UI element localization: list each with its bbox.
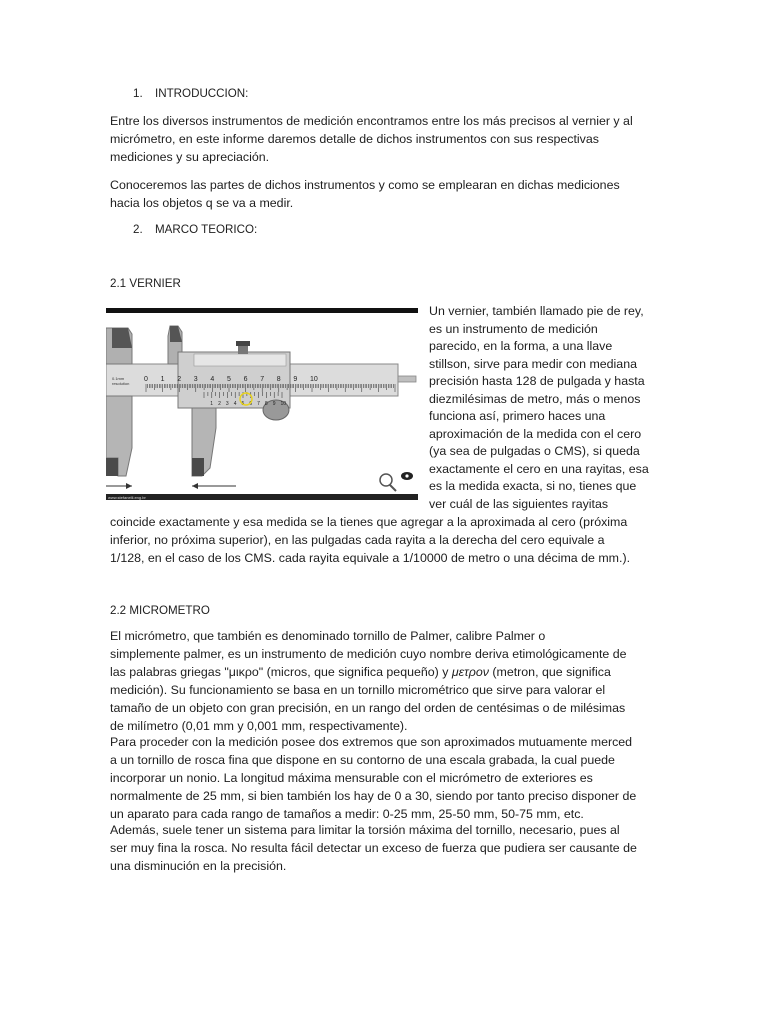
text-line: tamaño de un objeto con gran precisión, en un rango del orden de centésimas o de milésimas [110, 701, 626, 715]
text-line: exactamente el cero en una rayitas, esa [429, 461, 649, 476]
text-line: hacia los objetos q se va a medir. [110, 196, 294, 210]
section-number: 1. [133, 87, 143, 100]
text-line: Conoceremos las partes de dichos instrumentos y como se emplearan en dichas mediciones [110, 178, 620, 192]
text-line: El micrómetro, que también es denominado tornillo de Palmer, calibre Palmer o [110, 629, 546, 643]
text-line: es un instrumento de medición [429, 321, 598, 336]
text-line: aproximación de la medida con el cero [429, 426, 642, 441]
vernier-number: 5 [241, 401, 245, 407]
vernier-description-full [110, 513, 658, 567]
text-line: simplemente palmer, es un instrumento de medición cuyo nombre deriva etimológicamente de [110, 647, 627, 661]
text-line: diezmilésimas de metro, más o menos [429, 391, 641, 406]
text-line: Además, suele tener un sistema para limitar la torsión máxima del tornillo, necesario, pues al [110, 823, 620, 837]
scale-number: 2 [177, 376, 182, 383]
text-line: 1/128, en el caso de los CMS. cada rayita equivale a 1/10000 de metro o una décima de mm.). [110, 551, 631, 565]
text-line: medición). Su funcionamiento se basa en un tornillo micrométrico que sirve para valorar el [110, 683, 606, 697]
section-heading-marco [133, 222, 257, 238]
micrometro-paragraph-1 [110, 627, 658, 735]
eye-icon [401, 472, 413, 480]
text-line: ser muy fina la rosca. No resulta fácil detectar un exceso de fuerza que pudiera ser causante de [110, 841, 637, 855]
greek-word: μετρον [451, 665, 489, 679]
text-line: es la medida exacta, si no, tienes que [429, 479, 637, 493]
subsection-heading-vernier: 2.1 VERNIER [110, 277, 181, 290]
scale-number: 5 [227, 376, 231, 383]
text-line: (ya sea de pulgadas o CMS), si queda [429, 444, 640, 458]
image-footer-text: www.stefanelli.eng.br [108, 495, 146, 500]
scale-number: 6 [243, 376, 248, 383]
vernier-number: 4 [233, 401, 237, 407]
micrometro-paragraph-2 [110, 733, 658, 823]
text-line: Un vernier, también llamado pie de rey, [429, 304, 644, 318]
vernier-number: 9 [272, 401, 276, 407]
text-line: una disminución en la precisión. [110, 859, 287, 873]
scale-number: 0 [144, 376, 148, 383]
vernier-number: 7 [257, 401, 260, 407]
text-line: stillson, sirve para medir con mediana [429, 356, 637, 371]
text-line: ver cuál de las siguientes rayitas [429, 496, 609, 511]
section-title: INTRODUCCION: [155, 87, 249, 100]
text-line: a un tornillo de rosca fina que dispone en su contorno de una escala grabada, la cual puede [110, 753, 615, 767]
beam-label: 0.1mm [112, 376, 125, 381]
text-line: un aparato para cada rango de tamaños a medir: 0-25 mm, 25-50 mm, 50-75 mm, etc. [110, 807, 584, 821]
vernier-number: 2 [218, 401, 221, 407]
vernier-number: 1 [210, 401, 214, 407]
vernier-number: 3 [225, 401, 229, 407]
text-line: Entre los diversos instrumentos de medición encontramos entre los más precisos al vernier y al [110, 114, 633, 128]
text-line [110, 663, 658, 681]
vernier-number: 10 [280, 401, 287, 407]
text-line: parecido, en la forma, a una llave [429, 339, 613, 353]
text-segment: las palabras griegas "μικρο" (micros, que significa pequeño) y [110, 665, 452, 679]
text-line: de milímetro (0,01 mm y 0,001 mm, respectivamente). [110, 719, 408, 733]
vernier-number: 6 [249, 401, 253, 407]
micrometro-paragraph-3 [110, 821, 658, 875]
subsection-heading-micrometro: 2.2 MICROMETRO [110, 604, 210, 617]
text-segment: (metron, que significa [488, 665, 611, 679]
text-line: normalmente de 25 mm, si bien también los hay de 0 a 30, siendo por tanto preciso disponer de [110, 789, 637, 803]
section-number: 2. [133, 223, 143, 236]
section-heading-intro [133, 86, 248, 102]
scale-number: 4 [210, 376, 215, 383]
text-line: Para proceder con la medición posee dos extremos que son aproximados mutuamente merced [110, 735, 633, 749]
text-line: funciona así, primero haces una [429, 409, 606, 423]
scale-number: 7 [260, 376, 265, 383]
intro-paragraph-2 [110, 176, 658, 212]
vernier-number: 8 [264, 401, 268, 407]
scale-number: 3 [193, 376, 198, 383]
text-line: mediciones y su apreciación. [110, 150, 270, 164]
scale-number: 9 [293, 376, 298, 383]
vernier-caliper-image [106, 308, 418, 500]
text-line: incorporar un nonio. La longitud máxima mensurable con el micrómetro de exteriores es [110, 771, 593, 785]
text-line: micrómetro, en este informe daremos detalle de dichos instrumentos con sus respectivas [110, 132, 599, 146]
beam-label: resolution [112, 381, 130, 386]
scale-number: 8 [276, 376, 281, 383]
section-title: MARCO TEORICO: [155, 223, 258, 236]
intro-paragraph-1 [110, 112, 658, 166]
scale-number: 1 [160, 376, 165, 383]
text-line: precisión hasta 128 de pulgada y hasta [429, 374, 645, 388]
text-line: coincide exactamente y esa medida se la tienes que agregar a la aproximada al cero (próxima [110, 515, 628, 529]
text-line: inferior, no próxima superior), en las pulgadas cada rayita a la derecha del cero equivale a [110, 533, 605, 547]
scale-number: 10 [310, 376, 318, 383]
